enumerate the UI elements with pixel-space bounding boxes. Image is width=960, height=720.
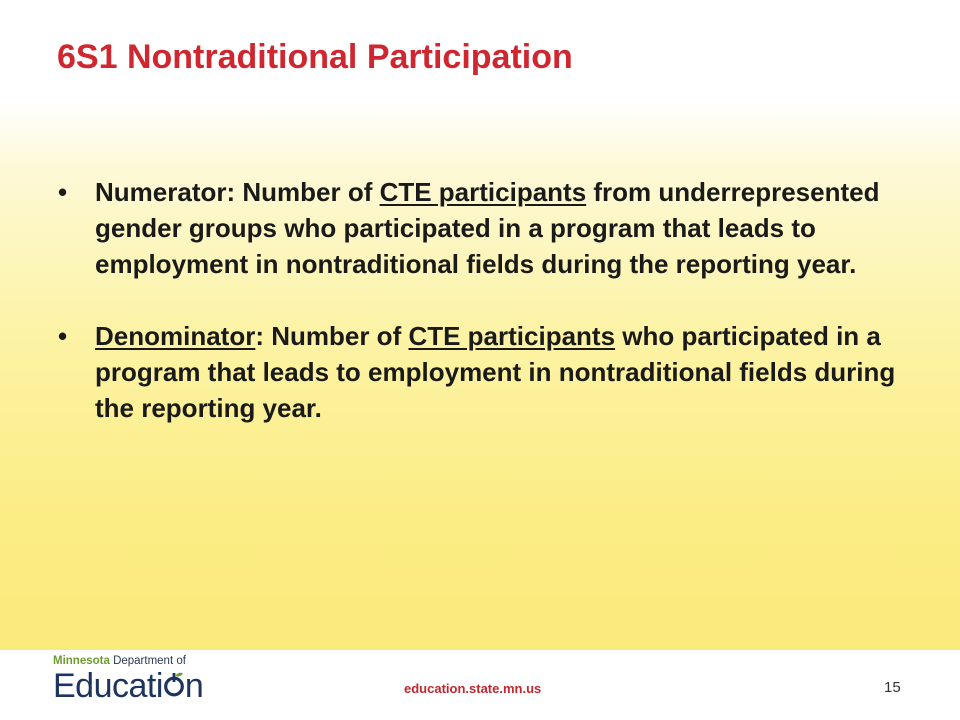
bullet-marker: • (58, 321, 68, 351)
underlined-term: CTE participants (408, 321, 616, 351)
bullet-marker: • (58, 177, 68, 207)
underlined-term: Denominator (95, 321, 256, 351)
underlined-term: CTE participants (379, 177, 587, 207)
slide-title: 6S1 Nontraditional Participation (57, 38, 573, 76)
logo-education-wordmark: Educati n (53, 667, 204, 705)
bullet-denominator: • Denominator: Number of CTE participants who participated in a program that leads to employment in nontraditional fields during the reporting year. (58, 318, 918, 426)
bullet-numerator: • Numerator: Number of CTE participants from underrepresented gender groups who participated in a program that leads to employment in nontraditional fields during the reporting year. (58, 174, 918, 282)
page-number: 15 (884, 679, 901, 696)
footer-website-link[interactable]: education.state.mn.us (404, 681, 542, 696)
bullet-list (58, 174, 918, 462)
apple-icon (163, 671, 185, 697)
mde-logo (53, 655, 203, 715)
logo-department-line: Minnesota Department of (53, 655, 186, 667)
